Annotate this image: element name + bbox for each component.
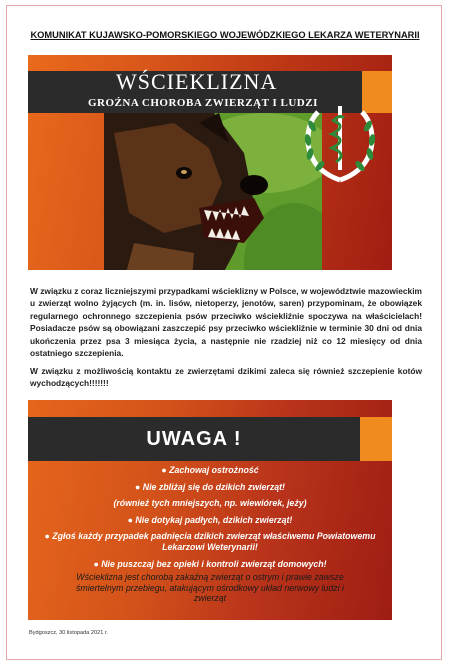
warning-item: ● Nie zbliżaj się do dzikich zwierząt! [134,481,285,492]
warning-list [28,465,392,575]
warning-accent-box [360,417,392,461]
veterinary-emblem-icon [298,100,382,184]
header-title: KOMUNIKAT KUJAWSKO-POMORSKIEGO WOJEWÓDZKIEGO LEKARZA WETERYNARII [30,30,420,40]
warning-item: (również tych mniejszych, np. wiewiórek, jeży) [113,498,307,508]
warning-closing-text: Wścieklizna jest chorobą zakaźną zwierząt o ostrym i prawie zawsze śmiertelnym przebiegu, atakującym ośrodkowy układ nerwowy ludzi i zwierząt [76,572,344,603]
warning-title: UWAGA ! [146,428,242,450]
dog-illustration [104,113,322,270]
banner-title: WŚCIEKLIZNA [116,69,278,94]
place-date: Bydgoszcz, 30 listopada 2021 r. [29,630,108,636]
page-header [0,30,450,40]
paragraph-vaccination: W związku z coraz liczniejszymi przypadkami wścieklizny w Polsce, w województwie mazowieckim u zwierząt wolno żyjących (m. in. lisów, nietoperzy, jenotów, saren) przypominam, że obowiązek regularnego ochronnego szczepienia psów przeciwko wściekliźnie spoczywa na właścicielach! Posiadacze psów są obowiązani zaszczepić psy przeciwko wściekliźnie w terminie 30 dni od dnia ukończenia przez psa 3 miesiąca życia, a następnie nie rzadziej niż co 12 miesięcy od dnia ostatniego szczepienia. [30,286,422,359]
warning-item: ● Nie puszczaj bez opieki i kontroli zwierząt domowych! [93,558,327,569]
warning-item: ● Zachowaj ostrożność [161,465,259,475]
dog-photo [104,113,322,270]
banner-subtitle: GROŹNA CHOROBA ZWIERZĄT I LUDZI [88,97,318,109]
warning-item: ● Nie dotykaj padłych, dzikich zwierząt! [127,514,293,525]
warning-item: ● Zgłoś każdy przypadek padnięcia dzikich zwierząt właściwemu Powiatowemu Lekarzowi Weterynarii! [44,531,376,552]
warning-panel [28,400,392,620]
paragraph-cats: W związku z możliwością kontaktu ze zwierzętami dzikimi zaleca się również szczepienie kotów wychodzących!!!!!!! [30,366,422,389]
